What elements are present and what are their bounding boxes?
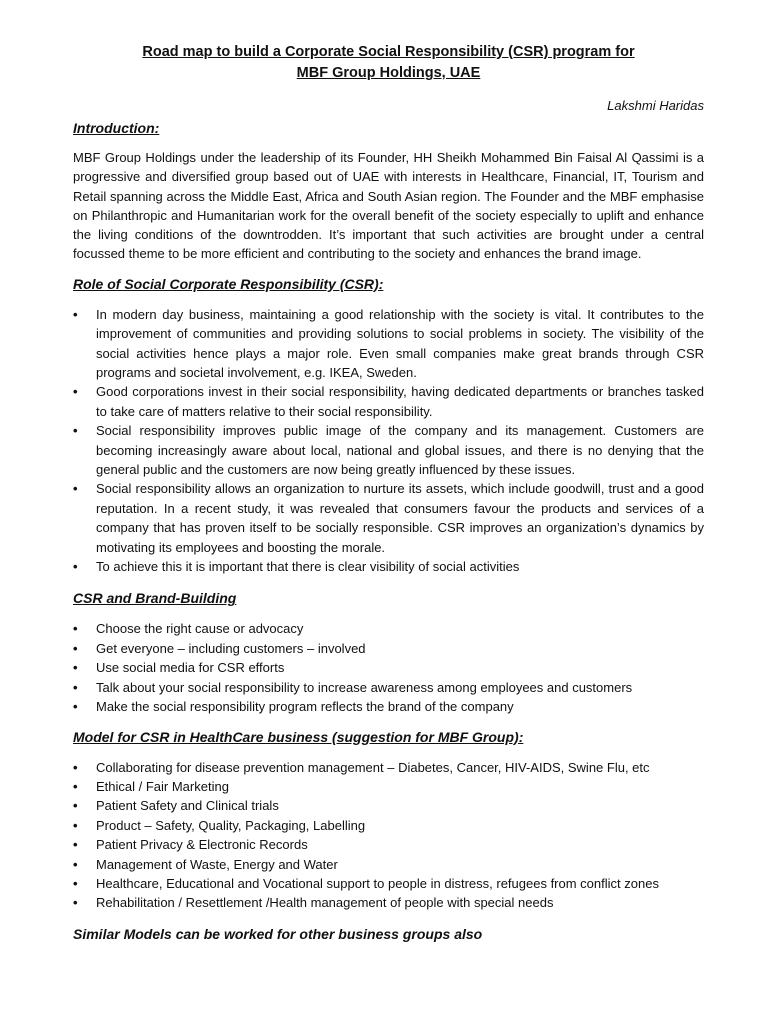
list-item-text: Social responsibility allows an organization to nurture its assets, which include goodwill, trust and a good reputation. In a recent study, it was revealed that consumers favour the products and services of a company that has proven itself to be socially responsible. CSR improves an organization’s dynamics by motivating its employees and boosting the morale. xyxy=(96,481,704,555)
bullet-icon: • xyxy=(73,837,78,853)
list-item xyxy=(73,855,704,874)
introduction-heading: Introduction: xyxy=(73,120,160,136)
list-item xyxy=(73,619,704,638)
list-item-text: Product – Safety, Quality, Packaging, Labelling xyxy=(96,817,366,833)
document-page xyxy=(73,42,704,943)
bullet-icon: • xyxy=(73,306,78,322)
list-item xyxy=(73,796,704,815)
list-item xyxy=(73,421,704,479)
list-item-text: In modern day business, maintaining a good relationship with the society is vital. It contributes to the improvement of communities and providing solutions to social problems in society. The visibility of the social activities hence plays a major role. Even small companies make great brands through CSR programs and societal involvement, e.g. IKEA, Sweden. xyxy=(96,306,704,380)
list-item-text: Good corporations invest in their social responsibility, having dedicated departments or branches tasked to take care of matters relative to their social responsibility. xyxy=(96,384,704,419)
list-item xyxy=(73,816,704,835)
bullet-icon: • xyxy=(73,856,78,872)
introduction-paragraph: MBF Group Holdings under the leadership of its Founder, HH Sheikh Mohammed Bin Faisal Al Qassimi is a progressive and diversified group based out of UAE with interests in Healthcare, Financial, IT, Tourism and Retail spanning across the Middle East, Africa and South Asian region. The Founder and the MBF emphasise on Philanthropic and Humanitarian work for the overall benefit of the society especially to uplift and enhance the living conditions of the downtrodden. It’s important that such activities are brought under a central focussed theme to be more efficient and contributing to the society and enhances the brand image. xyxy=(73,150,704,262)
bullet-icon: • xyxy=(73,759,78,775)
list-item xyxy=(73,557,704,576)
list-item-text: Use social media for CSR efforts xyxy=(96,660,285,676)
list-item xyxy=(73,479,704,557)
list-item-text: Collaborating for disease prevention management – Diabetes, Cancer, HIV-AIDS, Swine Flu, etc xyxy=(96,759,650,775)
list-item-text: Healthcare, Educational and Vocational support to people in distress, refugees from conflict zones xyxy=(96,875,659,891)
bullet-icon: • xyxy=(73,679,78,695)
list-item-text: Choose the right cause or advocacy xyxy=(96,621,304,637)
brand-heading: CSR and Brand-Building xyxy=(73,590,237,607)
list-item-text: Patient Privacy & Electronic Records xyxy=(96,837,308,853)
bullet-icon: • xyxy=(73,778,78,794)
list-item-text: Rehabilitation / Resettlement /Health management of people with special needs xyxy=(96,895,554,911)
list-item xyxy=(73,658,704,677)
bullet-icon: • xyxy=(73,817,78,833)
list-item xyxy=(73,678,704,697)
bullet-icon: • xyxy=(73,875,78,891)
bullet-icon: • xyxy=(73,423,78,439)
list-item-text: Make the social responsibility program reflects the brand of the company xyxy=(96,699,514,715)
list-item-text: Ethical / Fair Marketing xyxy=(96,778,229,794)
bullet-icon: • xyxy=(73,481,78,497)
closing-statement: Similar Models can be worked for other business groups also xyxy=(73,925,483,942)
bullet-icon: • xyxy=(73,384,78,400)
list-item xyxy=(73,874,704,893)
healthcare-heading: Model for CSR in HealthCare business (suggestion for MBF Group): xyxy=(73,728,524,745)
bullet-icon: • xyxy=(73,660,78,676)
list-item xyxy=(73,835,704,854)
bullet-icon: • xyxy=(73,621,78,637)
brand-list xyxy=(73,619,704,716)
bullet-icon: • xyxy=(73,559,78,575)
document-title-line-1: Road map to build a Corporate Social Responsibility (CSR) program for xyxy=(142,44,635,60)
list-item-text: Patient Safety and Clinical trials xyxy=(96,798,279,814)
bullet-icon: • xyxy=(73,699,78,715)
role-heading: Role of Social Corporate Responsibility (CSR): xyxy=(73,275,384,292)
list-item-text: To achieve this it is important that there is clear visibility of social activities xyxy=(96,559,520,575)
list-item-text: Management of Waste, Energy and Water xyxy=(96,856,338,872)
list-item xyxy=(73,382,704,421)
list-item xyxy=(73,697,704,716)
bullet-icon: • xyxy=(73,798,78,814)
list-item-text: Talk about your social responsibility to increase awareness among employees and customers xyxy=(96,679,633,695)
list-item xyxy=(73,639,704,658)
list-item xyxy=(73,305,704,383)
bullet-icon: • xyxy=(73,895,78,911)
document-title-line-2: MBF Group Holdings, UAE xyxy=(296,65,481,81)
healthcare-list xyxy=(73,758,704,913)
role-list xyxy=(73,305,704,577)
list-item-text: Social responsibility improves public image of the company and its management. Customers are becoming increasingly aware about local, national and global issues, and there is no denying that the general public and the customers are now being greatly influenced by these issues. xyxy=(96,423,704,478)
bullet-icon: • xyxy=(73,640,78,656)
author-name: Lakshmi Haridas xyxy=(607,98,704,113)
list-item-text: Get everyone – including customers – involved xyxy=(96,640,366,656)
list-item xyxy=(73,893,704,912)
list-item xyxy=(73,758,704,777)
list-item xyxy=(73,777,704,796)
